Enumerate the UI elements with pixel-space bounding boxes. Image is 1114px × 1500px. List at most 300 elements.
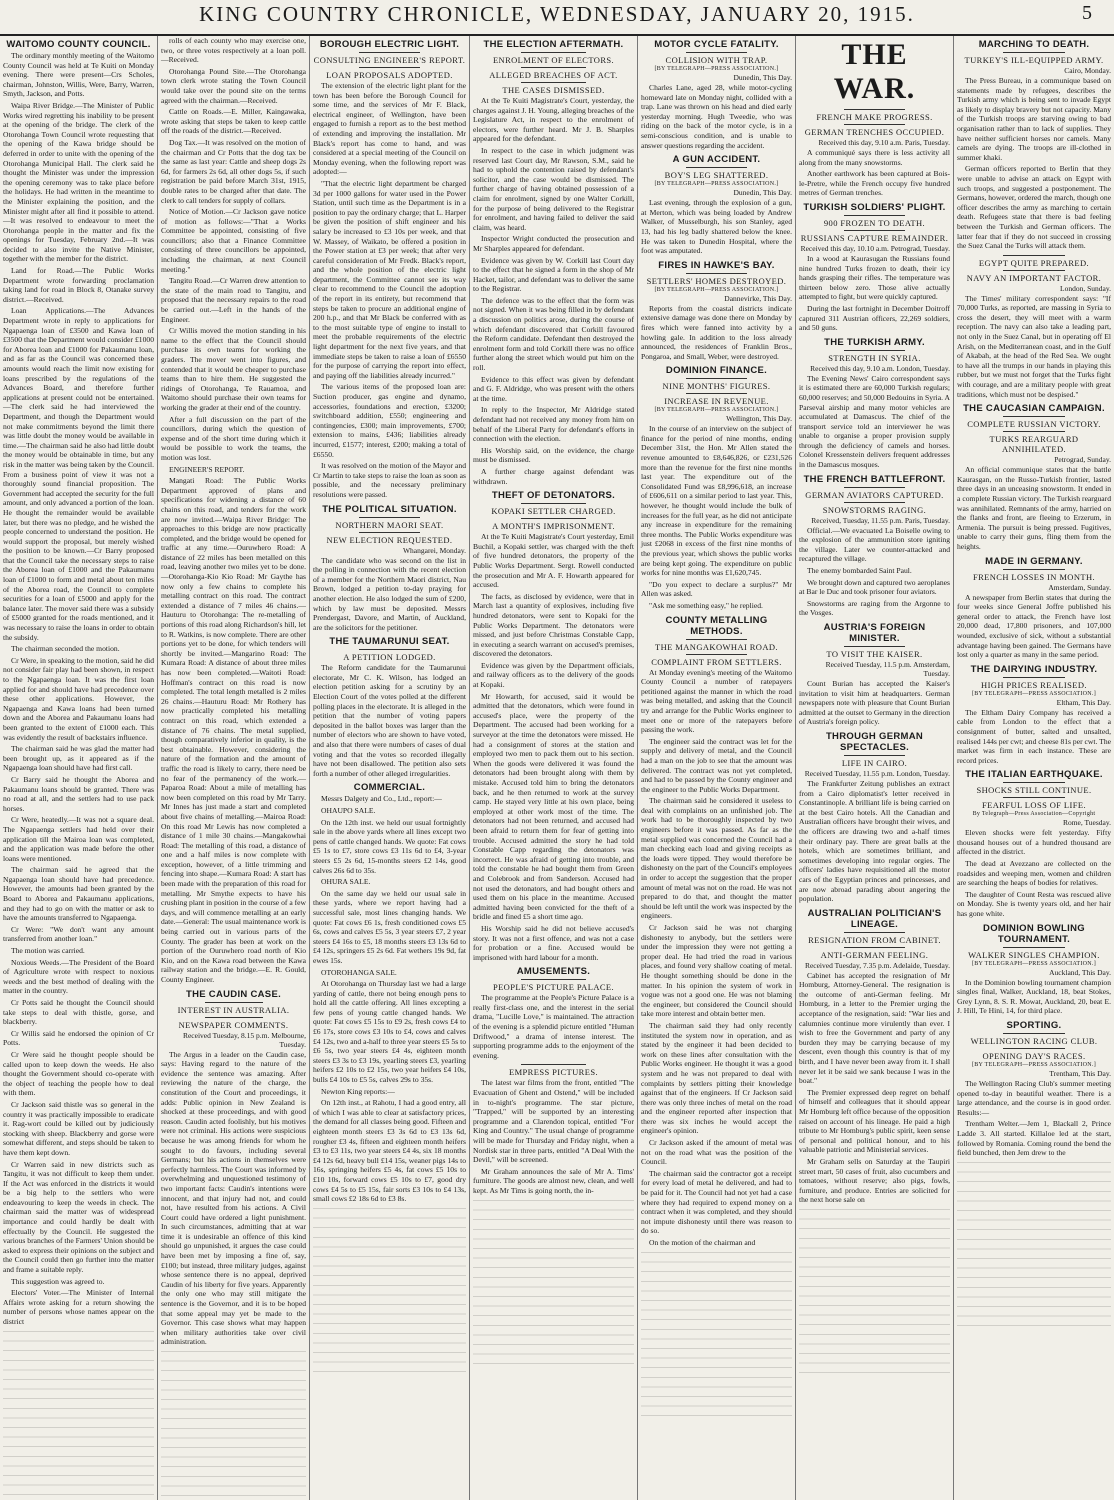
headline-rule xyxy=(844,646,904,647)
article-body xyxy=(957,294,1111,400)
article xyxy=(957,255,1111,400)
article-dateline: Amsterdam, Sunday. xyxy=(1048,582,1111,592)
article-body xyxy=(473,1078,634,1195)
article-paragraph: Another earthwork has been captured at Bois-le-Pretre, while the French occupy five hundred metres of German trenches. xyxy=(799,169,950,198)
article-paragraph: Last evening, through the explosion of a gun, at Merton, which was being loaded by Andrew Walker, of Musselburgh, his son Stanley, aged 13, had his leg badly shattered below the knee. He was taken to Dunedin Hospital, where the foot was amputated. xyxy=(641,198,792,256)
article-paragraph: Mr Graham announces the sale of Mr A. Tims' furniture. The goods are almost new, clean, and well kept. As Mr Tims is going north, the in- xyxy=(473,1166,634,1195)
article-body xyxy=(799,779,950,904)
article-headline: THE TAUMARUNUI SEAT. xyxy=(329,636,450,648)
article-body xyxy=(313,556,466,633)
article-dateline: Trentham, This Day. xyxy=(1049,1069,1111,1078)
headline-rule xyxy=(205,1002,263,1003)
column-1 xyxy=(0,36,158,1500)
column-continuation-text xyxy=(161,1351,306,1500)
article-body xyxy=(641,198,792,256)
article-paragraph: "Ask me something easy," he replied. xyxy=(649,600,763,610)
article-paragraph: Cr Warren said in new districts such as Tangitu, it was not difficult to keep them under. If the Act was enforced in the districts it would be a big help to the settlers who were endeavouring to keep the weeds in check. The chairman said the matter was of widespread importance and could hardly be dealt with effectually by the Council. He suggested the various branches of the Farmers' Union should be asked to express their opinions on the subject and the Council could then go further into the matter and frame a suitable reply. xyxy=(3,1159,154,1275)
headline-rule xyxy=(844,932,904,933)
article-body xyxy=(641,668,792,1248)
headline-rule xyxy=(1003,255,1065,256)
article-body xyxy=(641,304,792,362)
article-paragraph: Notice of Motion.—Cr Jackson gave notice of motion as follows:—"That a Works Committee be appointed, consisting of five councillors; also that a Finance Committee consisting of three councillors be appointed, including the chairman, at next Council meeting." xyxy=(161,207,306,274)
article-paragraph: The various items of the proposed loan are: Suction producer, gas engine and dynamo, accessories, foundations and erection, £3200; switchboard addition, £550; engineering and contingencies, £300; main improvements, £700; extension to mains, £436; liabilities already incurred, £1577; interest, £200; making a total of £6550. xyxy=(313,382,466,459)
article-paragraph: Cr Willis moved the motion standing in his name to the effect that the Council should purchase its own teams for working the graders. The mover went into figures, and contended that it would be cheaper to purchase teams than to hire them. He suggested the ridings of Otorohanga, Te Rauamoa, and Waitomo should purchase their own teams for working the grader at their end of the country. xyxy=(161,326,306,412)
article xyxy=(799,622,950,727)
article-paragraph: Mr Howarth, for accused, said it would be admitted that the detonators, which were found in accused's place, were the property of the Department. The accused had been working for a surveyor at the time the detonators were missed. He had a consignment of stores at the station and employed two men to pack them out to his section. When the goods were delivered it was found the detonators had been brought along with them by mistake. Accused told him to bring the detonators back, and he then returned to work at the survey camp. He stayed very little at his own place, being employed at other work most of the time. The detonators had not been returned, and accused had been afraid to return them for fear of getting into trouble. Accused admitted the story he had told Constable Capp regarding the detonators was incorrect. He was afraid of getting into trouble, and told the constable he had bought them from Green and Colebrook and from Sanderson. Accused had not used the detonators, and had bought others and used them on his place in the meantime. Accused admitted having been convicted for the theft of a bridle and fined £5 a short time ago. xyxy=(473,691,634,922)
article xyxy=(313,39,466,500)
article xyxy=(957,403,1111,551)
column-continuation-text xyxy=(3,1331,154,1500)
article-paragraph: On 12th inst., at Rahotu, I had a good entry, all of which I was able to clear at satisfactory prices, the demand for all classes being good. Fifteen and eighteen month steers £3 3s 6d to £3 13s 6d, rougher £3 4s, fifteen and eighteen month heifers £3 to £3 11s, two year steers £4 4s, six 18 months £4 12s 6d, heavy bull £14 15s, weaner pigs 14s to 16s, springing heifers £5 4s, fat cows £5 10s to £10 10s, forward cows £5 10s to £7, good dry cows £4 5s to £5 15s, fair sorts £3 10s to £4 13s, small cows £2 18s 6d to £3 8s. xyxy=(313,1098,466,1204)
article-paragraph: Otorohanga Pound Site.—The Otorohanga town clerk wrote stating the Town Council would take over the pound site on the terms agreed with the chairman.—Received. xyxy=(161,66,306,105)
article-subheadline: CONSULTING ENGINEER'S REPORT. xyxy=(313,55,466,65)
columns xyxy=(0,36,1114,1500)
article-paragraph: The Argus in a leader on the Caudin case, says: Having regard to the nature of the evidence the sentence was amazing. After reviewing the nature of the charge, the constitution of the Court and proceedings, it adds: Public opinion in New Zealand is shocked at these proceedings, and with good reason. Caudin acted foolishly, but his motives were not criminal. His actions were suspicious because he was among friends for whom he sought to do favours, including several Germans; but his actions in themselves were perfectly harmless. The Court was informed by overwhelming and unquestioned testimony of two important facts: Caudin's intentions were innocent, and that injury had not, and could not, have resulted from his actions. A Civil Court could have ordered a light punishment. In such circumstances, admitting that at war time it is undesirable an offence of this kind should go unpunished, it argues the case could have been met by imposing a fine of, say, £100; but instead, three military judges, against whose sentence there is no appeal, deprived Caudin of his liberty for five years. Apparently the only one who may still mitigate the sentence is the Governor, and it is to be hoped that some appeal may yet be made to the Governor. This case shows what may happen when military authorities take over civil administration. xyxy=(161,1049,306,1347)
article-body xyxy=(799,374,950,470)
article xyxy=(641,154,792,256)
article-paragraph: Land for Road.—The Public Works Department wrote forwarding proclamation taking land for road in Block 8, Otanake survey district.—Received. xyxy=(3,266,154,304)
article-paragraph: Cr Were, heatedly.—It was not a square deal. The Ngapaenga settlers had held over their application till the Mairoa loan was completed, and the application was made before the other loans were mentioned. xyxy=(3,815,154,863)
column-2 xyxy=(158,36,310,1500)
article xyxy=(473,490,634,962)
article-subheadline: FRENCH LOSSES IN MONTH. xyxy=(972,571,1096,582)
article-paragraph: The Wellington Racing Club's summer meeting opened to-day in beautiful weather. There is a large attendance, and the course is in good order. Results:— xyxy=(957,1079,1111,1117)
article-paragraph: On the 12th inst. we held our usual fortnightly sale in the above yards where all lines except two pens of cattle changed hands. We quote: Fat cows £5 1s to £7, store cows £3 11s 6d to £4, 3-year steers £5 2s 6d, 15-months steers £2 14s, good calves 26s 6d to 35s. xyxy=(313,817,466,875)
article-body xyxy=(313,794,466,1203)
article-paragraph: The chairman said he considered it useless to deal with complaints on an unfinished job. The work had to be thoroughly inspected by two engineers before it was passed. As far as the metal supplied was concerned the Council had a man checking each load and giving receipts as the loads were tipped. They would therefore be dishonesty on the part of the Council's employees in order to accept the suggestion that the proper amount of metal was not on the road. He was not prepared to do that, and thought the matter should be left until the work was inspected by the engineers. xyxy=(641,796,792,921)
article-paragraph: Tangitu Road.—Cr Warren drew attention to the state of the main road to Tangitu, and proposed that the necessary repairs to the road be carried out.—Left in the hands of the Engineer. xyxy=(161,276,306,324)
article xyxy=(799,908,950,1205)
article-subheadline: OPENING DAY'S RACES. xyxy=(982,1051,1086,1061)
article-subheadline: SETTLERS' HOMES DESTROYED. xyxy=(646,275,787,286)
headline-rule xyxy=(1003,431,1065,432)
article-dateline: Dunedin, This Day. xyxy=(733,188,792,198)
article xyxy=(957,39,1111,251)
headline-rule xyxy=(686,393,746,394)
article-subheadline: THE MANGAKOWHAI ROAD. xyxy=(655,641,778,652)
article xyxy=(799,474,950,618)
article-paragraph: A newspaper from Berlin states that during the four weeks since General Joffre published his general order to attack, the French have lost 20,000 dead, 17,800 prisoners, and 107,000 wounded, exclusive of sick, without a substantial advantage having been gained. The Germans have lost only a quarter as many in the same period. xyxy=(957,592,1111,660)
article-subheadline: SNOWSTORMS RAGING. xyxy=(822,504,927,515)
article xyxy=(799,731,950,904)
article-body xyxy=(3,51,154,1327)
article xyxy=(473,1064,634,1195)
column-continuation-text xyxy=(957,1162,1111,1332)
headline-rule xyxy=(521,1064,585,1065)
article-paragraph: ENGINEER'S REPORT. xyxy=(169,464,245,474)
article-dateline: Wellington, This Day. xyxy=(726,414,792,424)
article-subheadline: FEARFUL LOSS OF LIFE. xyxy=(982,800,1086,811)
headline-rule xyxy=(1003,947,1065,948)
article-subheadline: INCREASE IN REVENUE. xyxy=(664,396,769,407)
article-paragraph: Cr Jackson said he was not charging dishonesty to anybody, but the settlers were under the impression they were not getting a proper deal. He had tried the road in various places, and found very shallow coating of metal. He thought something should be done in the matter. In his opinion the system of work in vogue was not a good one. He was not blaming the engineer, but considered the Council should take more interest and obtain better men. xyxy=(641,923,792,1019)
article-paragraph: "Do you expect to declare a surplus?" Mr Allen was asked. xyxy=(641,579,792,599)
article-paragraph: Charles Lane, aged 28, while motor-cycling homeward late on Monday night, collided with a trap. Lane was thrown on his head and died early yesterday morning. Hugh Tweedie, who was riding on the back of the motor cycle, is in a semi-conscious condition, and is unable to answer questions regarding the accident. xyxy=(641,83,792,150)
article-headline: THE ELECTION AFTERMATH. xyxy=(483,39,624,50)
article-paragraph: The programme at the People's Picture Palace is a really first-class one, and the interest in the serial drama, "Lucille Love," is maintained. The attraction of the evening is a splendid picture entitled "Human Driftwood," a drama of intense interest. The supporting programme adds to the enjoyment of the evening. xyxy=(473,993,634,1060)
wire-credit: [BY TELEGRAPH—PRESS ASSOCIATION.] xyxy=(971,1062,1097,1068)
article xyxy=(313,636,466,778)
article-subheadline: LIFE IN CAIRO. xyxy=(841,757,908,768)
headline-rule xyxy=(844,755,904,756)
article-paragraph: The Times' military correspondent says: "If 70,000 Turks, as reported, are massing in Syria to cross the desert, they will meet with a warm reception. The navy can also take a leading part, not only in the Suez Canal, but in operating off El Arish, on the Mediterranean coast, and in the Gulf of Akabah, at the head of the Red Sea. We ought to have all the trumps in our hands in playing this rubber, but we must not forget that the Turks fight with courage, and are a military people with great traditions, which must not be despised." xyxy=(957,293,1111,399)
article-headline: DOMINION BOWLING TOURNAMENT. xyxy=(983,922,1085,945)
article-dateline: Received this day, 9.10 a.m. Paris, Tuesday. xyxy=(818,138,950,147)
article-paragraph: After a full discussion on the part of the councillors, during which the question of expense and of the short time during which it would be possible to work the teams, the motion was lost. xyxy=(161,414,306,462)
headline-rule xyxy=(521,979,585,980)
article-paragraph: At the Te Kuiti Magistrate's Court, yesterday, the charges against J. H. Young, alleging breaches of the Legislature Act, in respect to the enrolment of electors, were further heard. Mr J. B. Sharples appeared for the defendant. xyxy=(473,96,634,144)
article-dateline: Received Tuesday, 7.35 p.m. Adelaide, Tuesday. xyxy=(804,960,950,970)
article-paragraph: Cr Potts said he thought the Council should take steps to deal with thistle, gorse, and blackberry. xyxy=(3,998,154,1027)
article-body xyxy=(957,978,1111,1016)
article-dateline: Received, Tuesday, 11.55 p.m. Paris, Tuesday. xyxy=(811,515,950,525)
headline-rule xyxy=(1003,1033,1065,1034)
article-paragraph: Eleven shocks were felt yesterday. Fifty thousand houses out of a hundred thousand are affected in the district. xyxy=(957,828,1111,857)
article-subheadline: SHOCKS STILL CONTINUE. xyxy=(976,785,1092,796)
article xyxy=(473,39,634,486)
article-headline: THE CAUCASIAN CAMPAIGN. xyxy=(963,403,1105,415)
article-subheadline: A PETITION LODGED. xyxy=(343,652,436,663)
article-paragraph: Trentham Welter.—Jem 1, Blackall 2, Prince Ladde 3. All started. Killaloe led at the start, followed by Romania. Coming round the bend the field bunched, then Jem drew to the xyxy=(957,1119,1111,1158)
article-body xyxy=(641,83,792,150)
article-paragraph: Noxious Weeds.—The President of the Board of Agriculture wrote with respect to noxious weeds and the best method of dealing with the matter in the country. xyxy=(3,957,154,996)
wire-credit: [BY TELEGRAPH—PRESS ASSOCIATION.] xyxy=(654,407,779,414)
article xyxy=(641,39,792,150)
article-paragraph: "That the electric light department be charged 3d per 1000 gallons for water used in the Power Station, until such time as the Department is in a position to pay the ordinary charge; that L. Harper be given the position of shift engineer and his salary be increased to £3 10s per week, and that W. Massey, of Waikato, be offered a position in the Power station at £3 per week; that after very careful consideration of Mr Fredk. Black's report, and the whole position of the electric light department, the Committee cannot see its way clear to recommend to the Council the adoption of the report in its entirety, but recommend that steps be taken to procure an additional engine of 200 h.p., and that Mr Black be conferred with as to the most suitable type of engine to install to meet the probable requirements of the electric light department for the next five years, and that immediate steps be taken to raise a loan of £6550 for the purpose of carrying the report into effect, and paying off the liabilities already incurred." xyxy=(313,178,466,380)
article-subheadline: ENROLMENT OF ELECTORS. xyxy=(492,55,615,65)
headline-rule xyxy=(359,67,420,68)
article-body xyxy=(799,526,950,618)
article xyxy=(641,260,792,362)
article-dateline: Received this day, 9.10 a.m. London, Tuesday. xyxy=(810,363,950,373)
article-headline: THEFT OF DETONATORS. xyxy=(491,490,616,502)
headline-rule xyxy=(359,517,420,518)
article-paragraph: The Premier expressed deep regret on behalf of himself and colleagues that it should appear Mr Homburg left office because of the opposition raised on account of his lineage. He paid a high tribute to Mr Homburg's public spirit, keen sense of personal and political honour, and to his valuable patriotic and Ministerial services. xyxy=(799,1087,950,1155)
article-paragraph: During the last fortnight in December Doitroff captured 311 Austrian officers, 22,269 soldiers, and 50 guns. xyxy=(799,303,950,333)
article-subheadline: NAVY AN IMPORTANT FACTOR. xyxy=(966,272,1102,283)
article-paragraph: It was resolved on the motion of the Mayor and Cr Martin to take steps to raise the loan as soon as possible, and the necessary preliminary resolutions were passed. xyxy=(313,461,466,499)
article-dateline: Rome, Tuesday. xyxy=(1062,818,1111,828)
article-paragraph: The dead at Avezzano are collected on the roadsides and weeping men, women and children are searching the heaps of bodies for relatives. xyxy=(957,859,1111,888)
headline-rule xyxy=(1003,569,1065,570)
article-paragraph: The extension of the electric light plant for the town has been before the Borough Council for some time, and the services of Mr F. Black, electrical engineer, of Wellington, have been engaged to furnish a report as to the best method of extending and improving the installation. Mr Black's report has come to hand, and was considered at a special meeting of the Council on Monday evening, when the following report was adopted:— xyxy=(313,81,466,177)
article-paragraph: A communiqué says there is less activity all along from the many snowstorms. xyxy=(799,148,950,167)
article-headline: THE TURKISH ARMY. xyxy=(824,336,925,348)
headline-rule xyxy=(844,215,904,216)
article-paragraph: We brought down and captured two aeroplanes at Bar le Duc and took prisoner four aviators. xyxy=(799,577,950,597)
article-paragraph: rolls of each county who may exercise one, two, or three votes respectively at a loan poll.—Received. xyxy=(161,36,306,65)
article-headline: MOTOR CYCLE FATALITY. xyxy=(654,39,779,50)
page-number: 5 xyxy=(1082,2,1092,24)
article-subheadline: NEW ELECTION REQUESTED. xyxy=(326,534,453,545)
article-body xyxy=(641,424,792,610)
article-paragraph: Cr Willis said he endorsed the opinion of Cr Potts. xyxy=(3,1028,154,1048)
article-dateline: Cairo, Monday. xyxy=(1064,66,1111,75)
headline-rule xyxy=(844,124,904,125)
article-paragraph: The latest war films from the front, entitled "The Evacuation of Ghent and Ostend," will be included in to-night's programme. The star picture, "Trapped," will be supported by an interesting programme and a Clarendon topical, entitled "For King and Country." The usual change of programme will be made for Thursday and Friday night, when a Nordisk star in three parts, entitled "A Deal With the Devil," will be screened. xyxy=(473,1078,634,1165)
article-body xyxy=(473,993,634,1060)
article xyxy=(161,36,306,985)
article-subheadline: A MONTH'S IMPRISONMENT. xyxy=(492,521,615,532)
article-paragraph: The Eltham Dairy Company has received a cable from London to the effect that a consignment of butter, salted and unsalted, realised 144s per cwt; and cheese 81s per cwt. The market was firm in each instance. These are record prices. xyxy=(957,707,1111,765)
article-dateline: Dunedin, This Day. xyxy=(733,73,792,82)
article-headline: FIRES IN HAWKE'S BAY. xyxy=(658,259,775,271)
article-body xyxy=(313,663,466,778)
article-paragraph: The candidate who was second on the list in the polling in connection with the recent election of a member for the Northern Maori district, Nau Brown, lodged a petition to-day praying for another election. He also lodged the sum of £200, which by law must be deposited. Messrs Prendergast, Davore, and Martin, of Auckland, are the solicitors for the petitioner. xyxy=(313,555,466,632)
article-headline: BOROUGH ELECTRIC LIGHT. xyxy=(319,39,460,50)
article xyxy=(473,966,634,1060)
article-dateline: Eltham, This Day. xyxy=(1056,697,1111,707)
article xyxy=(957,556,1111,660)
article-paragraph: Snowstorms are raging from the Argonne to the Vosges. xyxy=(799,598,950,618)
article-subheadline: TURKS REARGUARD ANNIHILATED. xyxy=(989,434,1079,455)
headline-rule xyxy=(1003,416,1065,417)
article-body xyxy=(473,96,634,486)
wire-credit: [BY TELEGRAPH—PRESS ASSOCIATION.] xyxy=(971,960,1097,967)
article-subheadline: ALLEGED BREACHES OF ACT. xyxy=(489,70,618,80)
article-headline: THE WAR. xyxy=(833,38,916,105)
article-paragraph: The enemy bombarded Saint Paul. xyxy=(807,566,912,576)
article-paragraph: His Worship said, on the evidence, the charge must be dismissed. xyxy=(473,445,634,465)
article-subheadline: INTEREST IN AUSTRALIA. xyxy=(177,1004,290,1015)
article-paragraph: The chairman said he agreed that the Ngapaenga loan should have had precedence. However, the amounts had been granted by the Board to Aborea and Pakaumanu applications, and they had to go on with the matter or ask to have the amounts transferred to Ngapaenga. xyxy=(3,865,154,923)
article-headline: A GUN ACCIDENT. xyxy=(672,154,761,166)
article-paragraph: The daughter of Count Resta was rescued alive on Monday. She is twenty years old, and her hair has gone white. xyxy=(957,889,1111,919)
article-paragraph: Newton King reports:— xyxy=(321,1086,395,1096)
headline-rule xyxy=(521,67,585,68)
article xyxy=(957,1020,1111,1158)
article-paragraph: The ordinary monthly meeting of the Waitomo County Council was held at Te Kuiti on Monday evening. There were present—Crs Scholes, chairman, Johnston, Willis, Were, Barry, Warren, Smyth, Jackson, and Potts. xyxy=(3,51,154,99)
article-paragraph: OHURA SALE. xyxy=(321,877,371,887)
article xyxy=(957,664,1111,766)
article-paragraph: Loan Applications.—The Advances Department wrote in reply to applications for Ngapaenga loan of £3500 and Kawa loan of £3500 that the Department would consider £1000 for Aborea loan and £1000 for Pakaumanu loan, and as far as the Council was concerned these amounts would reach the limit now existing for loans prescribed by the regulations of the Advances Board, and therefore further applications at present could not be entertained.—The clerk said he had interviewed the Department, and though the Department would not make commitments beyond the limit there was little doubt the money would be available in time.—The chairman said he also had little doubt the money would be obtainable in time, but any risk in the matter was being taken by the Council. From a business point of view it was not a thoroughly sound financial proposition. The Government had accepted the security for the full amount, and only advanced a portion of the loan. He thought the remainder would be available later, but there was no pledge, and he wished the people concerned to understand the position. He would support the proposal, but merely wished the position to be known.—Cr Barry proposed that the Council take the necessary steps to raise the Aborea loan of £1000 and the Pakaumanu loan of £1000 to form and metal about ten miles of the Aborea road, the Council to complete securities for a loan of £5000 and apply for the balance later. The mover said there was a subsidy of £5000 granted for the roads mentioned, and it was necessary to raise the loans in order to obtain the subsidy. xyxy=(3,306,154,642)
article-subheadline: ANTI-GERMAN FEELING. xyxy=(820,949,929,960)
article xyxy=(161,989,306,1347)
article-subheadline: GERMAN AVIATORS CAPTURED. xyxy=(805,489,944,500)
article-subheadline: WALKER SINGLES CHAMPION. xyxy=(968,949,1100,960)
headline-rule xyxy=(359,52,420,53)
headline-rule xyxy=(1003,270,1065,271)
column-4 xyxy=(470,36,638,1500)
article-subheadline: NINE MONTHS' FIGURES. xyxy=(662,381,771,392)
article-body xyxy=(161,1050,306,1347)
article-headline: MADE IN GERMANY. xyxy=(985,555,1083,567)
column-continuation-text xyxy=(799,1209,950,1379)
article-subheadline: THE CASES DISMISSED. xyxy=(502,85,605,95)
article xyxy=(641,615,792,1248)
article xyxy=(957,923,1111,1016)
masthead xyxy=(0,0,1114,36)
article-paragraph: The engineer said the contract was let for the supply and delivery of metal, and the Council had a man on the job to see that the amount was delivered. The contract was not yet completed, and had to be passed by the County engineer and the engineer to the Public Works Department. xyxy=(641,736,792,794)
headline-rule xyxy=(205,1017,263,1018)
article-headline: DOMINION FINANCE. xyxy=(665,365,768,377)
wire-credit: By Telegraph—Press Association—Copyright xyxy=(972,811,1096,818)
article-body xyxy=(313,81,466,500)
headline-rule xyxy=(1003,52,1065,53)
article-body xyxy=(799,971,950,1205)
article-subheadline: RUSSIANS CAPTURE REMAINDER. xyxy=(800,232,949,243)
headline-rule xyxy=(844,109,904,110)
article-body xyxy=(957,1079,1111,1158)
article-paragraph: The Press Bureau, in a communique based on statements made by refugees, describes the Turkish army which is being sent to invade Egypt as likely to display bravery but not capacity. Many of the Turkish troops are starving owing to bad organisation rather than to lack of supplies. They have neither sufficient horses nor camels. Many camels are dying. The troops are ill-clothed in summer khaki. xyxy=(957,76,1111,162)
headline-rule xyxy=(844,487,904,488)
article-dateline: Whangarei, Monday. xyxy=(402,545,466,555)
headline-rule xyxy=(686,654,746,655)
article-body xyxy=(161,36,306,985)
article-dateline: Received Tuesday, 11.5 p.m. Amsterdam, Tuesday. xyxy=(825,660,950,678)
article-body xyxy=(799,679,950,727)
article-paragraph: On the same day we held our usual sale in these yards, where we report having had a successful sale, most lines changing hands. We quote: Fat cows £6 1s, fresh conditioned cows £5 6s, cows and calves £5 5s, 3 year steers £7, 2 year steers £4 16s to £5, 18 months steers £3 13s 6d to £4 12s, springers £5 2s 6d. Fat wethers 19s 9d, fat ewes 15s. xyxy=(313,888,466,965)
headline-rule xyxy=(1003,782,1065,783)
article-paragraph: Cr Jackson said thistle was so general in the country it was practically impossible to eradicate it. Rag-wort could be killed out by judiciously stocking with sheep. Blackberry and gorse were somewhat different, and steps should be taken to have them kept down. xyxy=(3,1099,154,1157)
article-paragraph: Cr Jackson asked if the amount of metal was not on the road what was the position of the Council. xyxy=(641,1138,792,1167)
article-body xyxy=(473,532,634,962)
column-5 xyxy=(638,36,796,1500)
article-subheadline: 900 FROZEN TO DEATH. xyxy=(823,217,926,228)
headline-rule xyxy=(686,52,746,53)
article-paragraph: In respect to the case in which judgment was reserved last Court day, Mr Rawson, S.M., said he had to uphold the contention raised by defendant's solicitor, and the case would be dismissed. The further charge of having obtained possession of a claim for enrolment, signed by one Walter Corkill, for the purpose of being delivered to the Registrar for enrolment, and having failed to deliver the said claim, was heard. xyxy=(473,145,634,232)
headline-rule xyxy=(359,532,420,533)
article-headline: THE CAUDIN CASE. xyxy=(185,988,282,1000)
article-subheadline: EGYPT QUITE PREPARED. xyxy=(978,257,1090,268)
article-subheadline: FRENCH MAKE PROGRESS. xyxy=(816,112,933,122)
article-body xyxy=(957,76,1111,251)
article-paragraph: Inspector Wright conducted the prosecution and Mr Sharples appeared for defendant. xyxy=(473,234,634,253)
headline-rule xyxy=(1003,677,1065,678)
article-paragraph: An official communique states that the battle Kaurasgan, on the Russo-Turkish frontier, lasted three days in an unceasing snowstorm. It ended in a complete Russian victory. The Turkish rearguard was annihilated. Remnants of the army, harried on the flanks and front, are fleeing to Erzerum, in Armenia. The pursuit is being pressed. Fugitives, unable to carry their guns, fling them from the heights. xyxy=(957,465,1111,551)
article xyxy=(313,782,466,1203)
wire-credit: [BY TELEGRAPH—PRESS ASSOCIATION.] xyxy=(654,181,779,188)
article-paragraph: Cr Were said he thought people should be called upon to keep down the weeds. He also thought the Government should co-operate with the object of teaching the people how to deal with them. xyxy=(3,1049,154,1098)
article-headline: TURKISH SOLDIERS' PLIGHT. xyxy=(803,201,946,213)
article xyxy=(3,39,154,1327)
article-headline: AMUSEMENTS. xyxy=(516,966,591,978)
article-paragraph: Mangati Road: The Public Works Department approved of plans and specifications for widening a distance of 60 chains on this road, and tenders for the work are now invited.—Waipa River Bridge: The approaches to this bridge are now practically completed, and the bridge would be opened for traffic at any time.—Ouruwhero Road: A distance of 22 miles has been metalled on this road, leaving another two miles yet to be done.—Otorohanga-Kio Kio Road: Mr Gaythe has now only a few chains to complete his metalling contract on this road. The contract extended a distance of 7 miles 46 chains.—Hauturu to Otorohanga: The re-metalling of portions of this road along Richardson's hill, let to R. Watkins, is now complete. There are other portions yet to be done, for which tenders will shortly be invited.—Mangarino Road: The Kumara Road: A distance of about three miles has now been completed.—Waitoti Road: Hoffman's contract on this road is now completed. The total length metalled is 2 miles 26 chains.—Hauturu Road: Mr Rothery has now practically completed his metalling contract on this road, which extended a distance of 76 chains. The metal supplied, though comparatively inferior in quality, is the best obtainable. However, considering the nature of the formation and the amount of traffic the road is likely to carry, there need be no fear of the permanency of the work.—Paparoa Road: About a mile of metalling has now been completed on this road by Mr Tarry. Mr Innes has just made a start and completed about five chains of metalling.—Mairoa Road: On this road Mr Lewis has now completed a distance of 1 mile 30 chains.—Mangakowhai Road: The metalling of this road, a distance of one and a half miles is now complete with exception, however, of a little trimming and fencing into shape.—Kumara Road: A start has been made with the preparation of this road for metalling. Mr Smythe expects to have his crushing plant in position in the course of a few days, and will commence metalling at an early date.—General: The usual maintenance work is being carried out in various parts of the County. The grader has been at work on the portion of the Ouruwhero road north of Kio Kio, and on the Kawa road between the Kawa railway station and the bridge.—E. R. Gould, County Engineer. xyxy=(161,476,306,984)
article-subheadline: KOPAKI SETTLER CHARGED. xyxy=(491,506,616,517)
headline-rule xyxy=(359,649,420,650)
article-body xyxy=(799,254,950,333)
column-6 xyxy=(796,36,954,1500)
article-paragraph: Dog Tax.—It was resolved on the motion of the chairman and Cr Potts that the dog tax be the same as last year: Cattle and sheep dogs 2s 6d, for farmers 2s 6d, all other dogs 5s, if such registration be paid before March 31st, 1915, double rates to be charged after that date. The clerk to call tenders for supply of collars. xyxy=(161,137,306,205)
headline-rule xyxy=(686,378,746,379)
article-paragraph: The defence was to the effect that the form was not signed. When it was being filled in by defendant a discussion on politics arose, during the course of which defendant discovered that Corkill favoured the Reform candidate. Defendant then destroyed the enrolment form and told Corkill there was no office further along the street which would put him on the roll. xyxy=(473,295,634,373)
article-paragraph: The chairman said the contractor got a receipt for every load of metal he delivered, and had to be paid for it. The Council had not yet had a case where they had required to expend money on a contract when it was completed, and they should not impute dishonesty until there was reason to do so. xyxy=(641,1168,792,1236)
article-paragraph: German officers reported to Berlin that they were unable to advise an attack on Egypt with such troops, and suggested a postponement. The Germans, however, ordered the march, though one officer describes the army as marching to certain death. Refugees state that there is bad feeling between the Turkish and German officers. The latter fear that if they do not succeed in crossing the Suez Canal the Turks will attack them. xyxy=(957,164,1111,251)
article-paragraph: The motion was carried. xyxy=(11,946,85,956)
article xyxy=(957,769,1111,918)
wire-credit: [BY TELEGRAPH—PRESS ASSOCIATION.] xyxy=(654,66,779,72)
column-continuation-text xyxy=(313,1208,466,1378)
article-headline: WAITOMO COUNTY COUNCIL. xyxy=(6,39,151,50)
article-headline: COMMERCIAL. xyxy=(353,782,426,794)
article-paragraph: At Otorohanga on Thursday last we had a large yarding of cattle, there not being enough pens to hold all the cattle offering. All lines excepting a few pens of young cattle changed hands. We quote: Fat cows £5 15s to £9 2s, fresh cows £4 to £6 17s, store cows £3 10s to £4, cows and calves £4 12s, two and a-half to three year steers £5 5s to £6 5s, two year steers £4 4s, eighteen month steers £3 3s to £3 19s, yearling steers £3, yearling heifers £2 10s to £2 15s, two year heifers £4 10s, bulls £4 10s to £5 5s, calves 29s to 35s. xyxy=(313,979,466,1085)
article-paragraph: OHAUPO SALE. xyxy=(321,806,376,815)
headline-rule xyxy=(844,947,904,948)
article xyxy=(641,365,792,610)
article-subheadline: LOAN PROPOSALS ADOPTED. xyxy=(326,70,453,80)
article-paragraph: Cr Were, in speaking to the motion, said he did not consider fair play had been shown, in respect to the Ngapaenga loan. It was the first loan applied for and should have had precedence over these other applications. However, the Ngapaenga and Kawa loans had been turned down and the Aborea and Pakaumanu loans had been granted to the extent of £1000 each. This was evidently the result of backstairs influence. xyxy=(3,655,154,742)
headline-rule xyxy=(844,230,904,231)
article-paragraph: Official.—We evacuated La Boiselle owing to the explosion of the ammunition store igniting the village. Later we counter-attacked and recaptured the village. xyxy=(799,525,950,564)
article-subheadline: PEOPLE'S PICTURE PALACE. xyxy=(492,982,615,993)
headline-rule xyxy=(1003,1048,1065,1049)
headline-rule xyxy=(844,350,904,351)
article-headline: AUSTRIA'S FOREIGN MINISTER. xyxy=(823,622,926,644)
headline-rule xyxy=(521,52,585,53)
article-body xyxy=(957,828,1111,918)
wire-credit: [BY TELEGRAPH—PRESS ASSOCIATION.] xyxy=(971,690,1097,697)
article-subheadline: GERMAN TRENCHES OCCUPIED. xyxy=(804,127,945,137)
article-paragraph: Mr Graham sells on Saturday at the Taupiri street mart, 50 cases of fruit, also cucumbers and tomatoes, without reserve; also pigs, fowls, furniture, and produce. Entries are solicited for the next horse sale on xyxy=(799,1156,950,1205)
column-3 xyxy=(310,36,470,1500)
article-subheadline: TURKEY'S ILL-EQUIPPED ARMY. xyxy=(964,55,1104,65)
article-body xyxy=(957,465,1111,551)
article-paragraph: In reply to the Inspector, Mr Aldridge stated defendant had not received any money from him on behalf of the Liberal Party for defendant's efforts in connection with the election. xyxy=(473,405,634,444)
headline-rule xyxy=(686,273,746,274)
article-headline: COUNTY METALLING METHODS. xyxy=(665,614,768,637)
article-paragraph: Cabinet has accepted the resignation of Mr Homburg, Attorney-General. The resignation is the outcome of anti-German feeling. Mr Homburg, in a letter to the Premier urging the acceptance of the resignation, said: "War lies and calumnies continue more virulently than ever. I wish to free the Government and party of any burden they may be carrying because of my descent, even though this country is that of my birth, and I have never been away from it. I shall never let it be said we sank because I was in the boat." xyxy=(799,970,950,1086)
article xyxy=(799,337,950,470)
article-subheadline: WELLINGTON RACING CLUB. xyxy=(970,1036,1098,1046)
article-body xyxy=(957,708,1111,766)
article-headline: THROUGH GERMAN SPECTACLES. xyxy=(825,730,924,753)
article-subheadline: BOY'S LEG SHATTERED. xyxy=(664,170,769,181)
article-paragraph: Evidence was given by W. Corkill last Court day to the effect that he signed a form in the shop of Mr Hacket, tailor, and defendant was to deliver the same to the Registrar. xyxy=(473,255,634,294)
article-paragraph: The chairman said he was glad the matter had been brought up, as it appeared as if the Ngapaenga loan should have had first call. xyxy=(3,744,154,773)
article-paragraph: His Worship said he did not believe accused's story. It was not a first offence, and was not a case for probation or a fine. Accused would be imprisoned with hard labour for a month. xyxy=(473,923,634,962)
headline-rule xyxy=(521,503,585,504)
article-paragraph: Messrs Dalgety and Co., Ltd., report:— xyxy=(321,794,442,804)
article-paragraph: The chairman seconded the motion. xyxy=(11,644,120,654)
article-paragraph: On the motion of the chairman and xyxy=(649,1238,756,1247)
article-dateline: Petrograd, Sunday. xyxy=(1054,455,1111,465)
newspaper-title: KING COUNTRY CHRONICLE, WEDNESDAY, JANUARY 20, 1915. xyxy=(199,2,915,26)
article-paragraph: The chairman said they had only recently instituted the system now in operation, and as stated by the engineer it had been decided to work on these lines after consultation with the Public Works engineer. He thought it was a good system and he was not prepared to deal with complaints by settlers pitting their knowledge against that of the engineers. If Cr Jackson said there was only three inches of metal on the road and the engineer reported after inspection that there was six inches he would accept the engineer's opinion. xyxy=(641,1020,792,1136)
article-subheadline: NORTHERN MAORI SEAT. xyxy=(335,519,444,530)
article-paragraph: Waipa River Bridge.—The Minister of Public Works wired regretting his inability to be present at the opening of the bridge. The clerk of the Otorohanga Town Council wrote requesting that the opening of the Kawa bridge should be deferred in order to unite with the opening of the Otorohanga Municipal Hall. The clerk said he thought the Minister was under the impression the opening ceremony was to take place before the holidays. He had written in the meantime to the Minister explaining the position, and the Minister might after all find it possible to attend.—It was resolved to endeavour to meet the Otorohanga people in the matter and fix the openings for Tuesday, February 2nd.—It was decided to also invite the Native Minister, together with the member for the district. xyxy=(3,100,154,264)
article-subheadline: COMPLETE RUSSIAN VICTORY. xyxy=(967,419,1101,430)
article xyxy=(313,504,466,633)
article-paragraph: In the Dominion bowling tournament champion singles final, Walker, Auckland, 18, beat Stokes, Grey Lynn, 8. S. R. Mowat, Auckland, 20, beat E. J. Hill, Te Hini, 14, for third place. xyxy=(957,977,1111,1016)
article-paragraph: The Reform candidate for the Taumarunui electorate, Mr C. K. Wilson, has lodged an election petition asking for a scrutiny by an Election Court of the votes polled at the different polling places in the electorate. It is alleged in the petition that the number of voting papers deposited in the ballot boxes was larger than the number of electors who are shown to have voted, and also that there were numbers of cases of dual voting and that the votes so recorded illegally have not been disallowed. The petition also sets forth a number of other alleged irregularities. xyxy=(313,663,466,778)
article-dateline: Received Tuesday, 11.55 p.m. London, Tuesday. xyxy=(804,768,950,778)
article-paragraph: Electors' Voter.—The Minister of Internal Affairs wrote asking for a return showing the number of persons whose names appear on the district xyxy=(3,1288,154,1326)
article-paragraph: At the Te Kuiti Magistrate's Court yesterday, Emil Buchil, a Kopaki settler, was charged with the theft of five hundred detonators, the property of the Public Works Department. Sergt. Rowell conducted the prosecution and Mr A. F. Howarth appeared for accused. xyxy=(473,532,634,590)
article-paragraph: OTOROHANGA SALE. xyxy=(321,967,397,977)
headline-rule xyxy=(1003,797,1065,798)
article-subheadline: EMPRESS PICTURES. xyxy=(509,1067,598,1078)
article-headline: MARCHING TO DEATH. xyxy=(978,39,1090,50)
headline-rule xyxy=(686,639,746,640)
column-7 xyxy=(954,36,1114,1500)
article-subheadline: STRENGTH IN SYRIA. xyxy=(828,352,921,363)
article-paragraph: Reports from the coastal districts indicate extensive damage was done there on Monday by fires which were fanned into activity by a howling gale. In addition to the loss already announced, the residences of Franklin Bros., Pongaroa, and Small, Weber, were destroyed. xyxy=(641,303,792,361)
article-headline: AUSTRALIAN POLITICIAN'S LINEAGE. xyxy=(807,907,942,930)
article-body xyxy=(799,148,950,198)
article-headline: THE DAIRYING INDUSTRY. xyxy=(970,663,1098,675)
article-dateline: Received Tuesday, 8.15 p.m. Melbourne, Tuesday. xyxy=(182,1030,306,1049)
article-subheadline: COLLISION WITH TRAP. xyxy=(665,55,768,65)
article-paragraph: The facts, as disclosed by evidence, were that in March last a quantity of explosives, including five hundred detonators, were sent to Kopaki for the Public Works Department. The detonators were missed, and just before Christmas Constable Capp, in executing a search warrant on accused's premises, discovered the detonators. xyxy=(473,591,634,659)
article-paragraph: In a wood at Kaurasugan the Russians found nine hundred Turks frozen to death, their icy hands grasping their rifles. The temperature was thirteen below zero. Those alive actually attempted to fight, but were quickly captured. xyxy=(799,253,950,302)
article-paragraph: This suggestion was agreed to. xyxy=(11,1276,105,1286)
article-paragraph: A further charge against defendant was withdrawn. xyxy=(473,466,634,486)
article-headline: SPORTING. xyxy=(1006,1020,1062,1031)
article-subheadline: TO VISIT THE KAISER. xyxy=(826,649,923,659)
article-paragraph: At Monday evening's meeting of the Waitomo County Council a number of ratepayers petitioned against the manner in which the road was being metalled, and asking that the Council try and arrange for the Public Works engineer to meet one or more of the ratepayers before passing the work. xyxy=(641,667,792,735)
article-body xyxy=(957,593,1111,660)
article-dateline: Received this day, 10.10 a.m. Petrograd, Tuesday. xyxy=(800,243,950,253)
